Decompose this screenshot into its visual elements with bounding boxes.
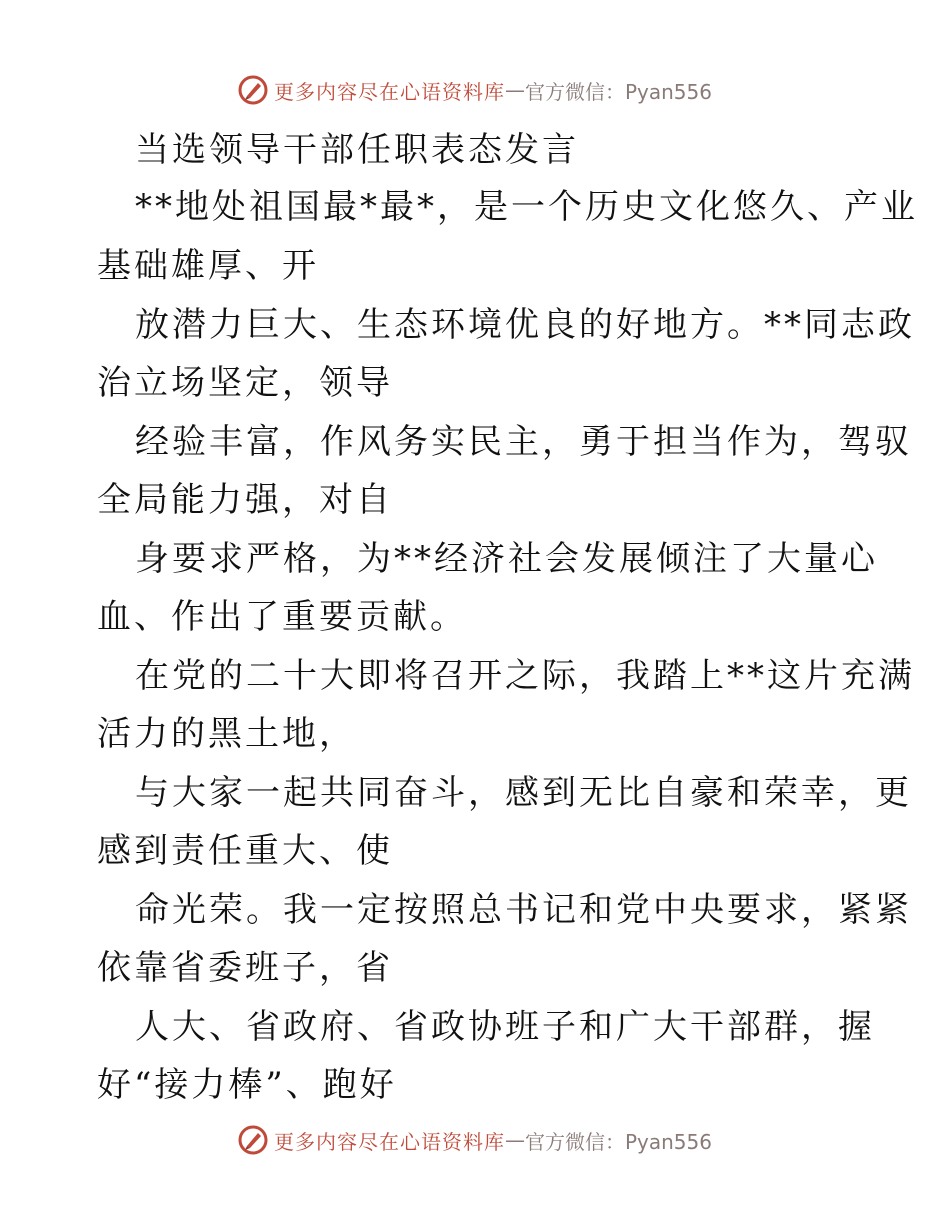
- document-line: 治立场坚定，领导: [97, 363, 393, 403]
- document-line: 活力的黑土地，: [97, 714, 356, 754]
- header-brand-text: 更多内容尽在心语资料库: [273, 79, 505, 104]
- footer-separator: —: [504, 1128, 525, 1152]
- document-line: 放潜力巨大、生态环境优良的好地方。**同志政: [135, 305, 915, 345]
- document-line: 人大、省政府、省政协班子和广大干部群，握: [135, 1007, 875, 1047]
- header-banner: [0, 70, 950, 110]
- document-line: 好“接力棒”、跑好: [97, 1065, 397, 1105]
- document-line: 与大家一起共同奋斗，感到无比自豪和荣幸，更: [135, 773, 912, 813]
- document-line: 依靠省委班子，省: [97, 948, 393, 988]
- document-line: 身要求严格，为**经济社会发展倾注了大量心: [135, 539, 878, 579]
- header-separator: —: [504, 78, 525, 102]
- footer-contact-text: 官方微信：Pyan556: [524, 1129, 712, 1154]
- document-line: 基础雄厚、开: [97, 246, 319, 286]
- document-line: 感到责任重大、使: [97, 831, 393, 871]
- footer-brand-text: 更多内容尽在心语资料库: [273, 1129, 505, 1154]
- header-contact-text: 官方微信：Pyan556: [524, 79, 712, 104]
- quill-pen-logo-icon: [238, 75, 268, 105]
- document-line: 全局能力强，对自: [97, 480, 393, 520]
- document-line: 血、作出了重要贡献。: [97, 597, 467, 637]
- document-line: 在党的二十大即将召开之际，我踏上**这片充满: [135, 656, 915, 696]
- footer-banner: [0, 1120, 950, 1160]
- quill-pen-logo-icon: [238, 1125, 268, 1155]
- document-line: 命光荣。我一定按照总书记和党中央要求，紧紧: [135, 890, 912, 930]
- document-title: 当选领导干部任职表态发言: [135, 130, 579, 170]
- document-line: 经验丰富，作风务实民主，勇于担当作为，驾驭: [135, 422, 912, 462]
- document-line: **地处祖国最*最*，是一个历史文化悠久、产业: [135, 187, 918, 227]
